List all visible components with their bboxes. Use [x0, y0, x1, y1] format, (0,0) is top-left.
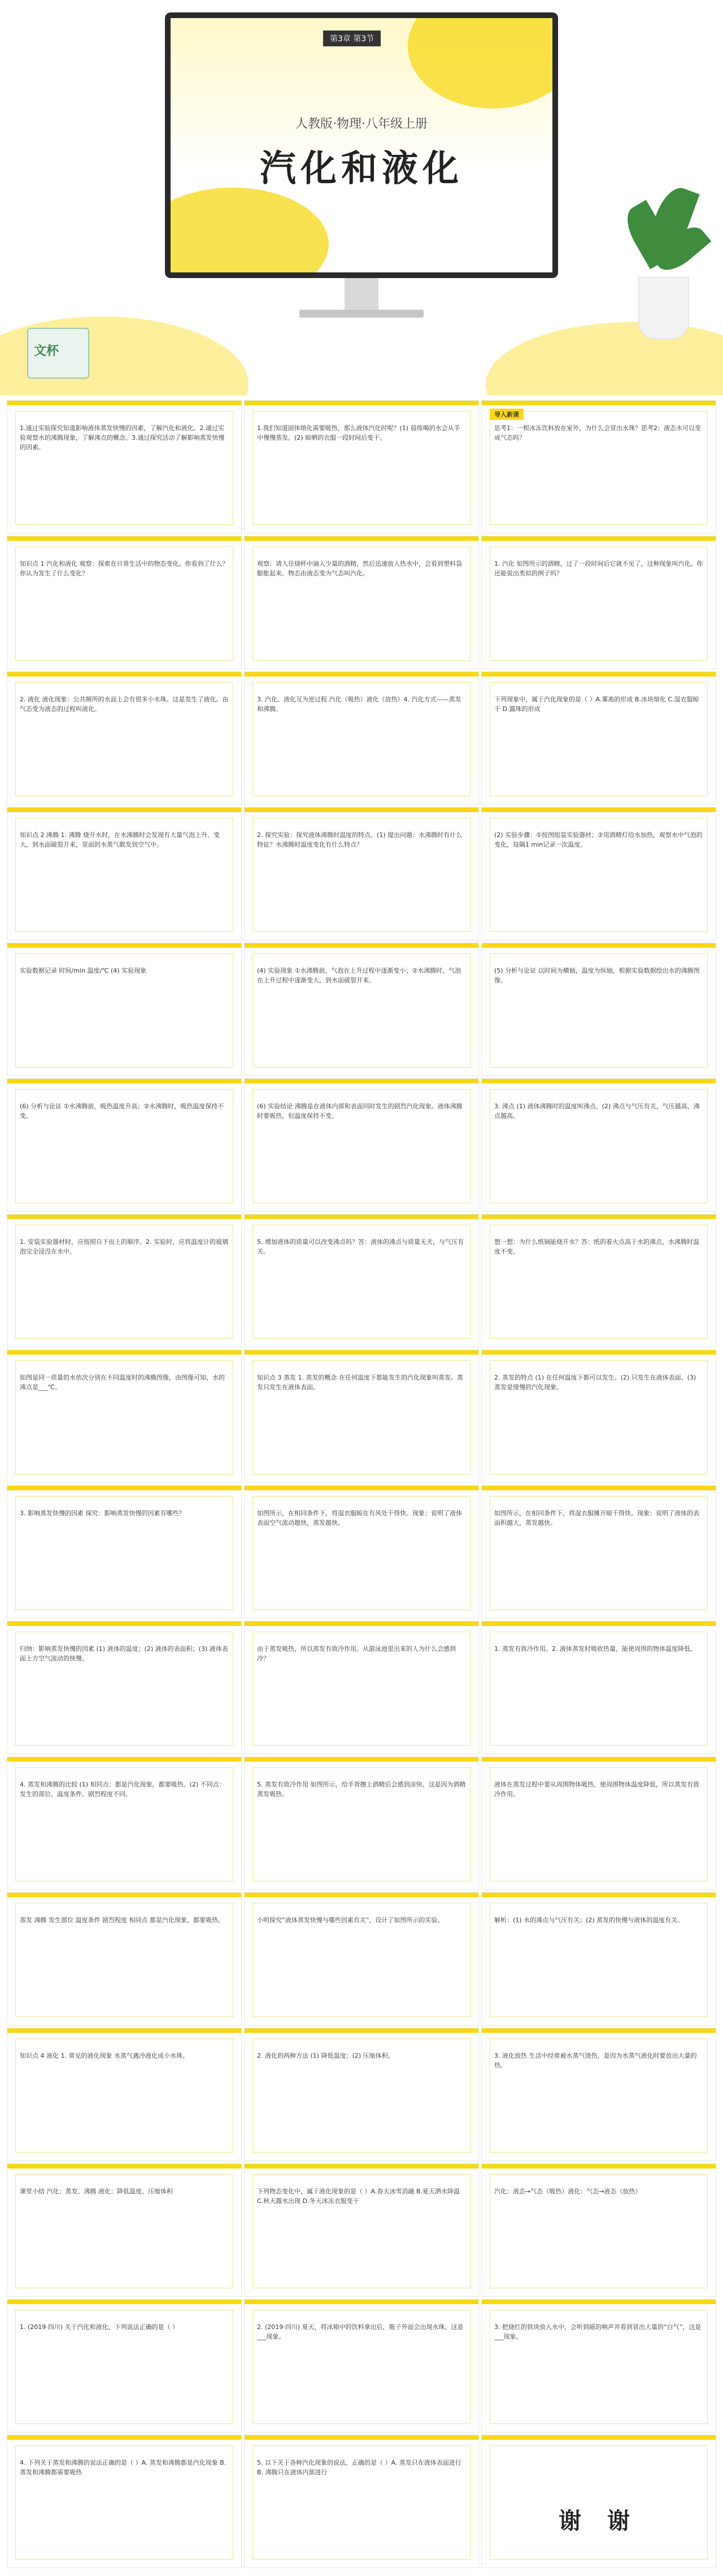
slide-topbar — [245, 1893, 478, 1897]
slide-thumbnail[interactable] — [244, 400, 479, 534]
slide-thumbnail[interactable] — [481, 671, 716, 805]
slide-text: 1. 汽化 如图所示的酒精，过了一段时间后它就不见了，这种现象叫汽化。你还能说出类似的例子吗？ — [494, 560, 703, 577]
slide-topbar — [482, 808, 716, 812]
slide-thumbnail[interactable] — [7, 536, 242, 669]
brand-logo: 文杯 — [34, 344, 59, 358]
slide-topbar — [7, 1893, 241, 1897]
slide-thumbnail[interactable] — [481, 1621, 716, 1754]
slide-thumbnail[interactable] — [7, 943, 242, 1076]
slide-thumbnail[interactable] — [244, 671, 479, 805]
slide-text: (5) 分析与论证 以时间为横轴，温度为纵轴，根据实验数据绘出水的沸腾图像。 — [494, 967, 700, 984]
decor-wave — [171, 188, 329, 272]
slide-thumbnail[interactable] — [7, 1621, 242, 1754]
slide-thumbnail[interactable] — [481, 2299, 716, 2432]
slide-topbar — [482, 401, 716, 405]
plant-decoration — [621, 164, 706, 345]
monitor-screen — [165, 12, 558, 278]
slide-thumbnail[interactable] — [481, 1892, 716, 2026]
slide-text: 3. 汽化、液化互为逆过程 汽化（吸热）液化（放热）4. 汽化方式——蒸发和沸腾。 — [257, 696, 461, 713]
slide-thumbnail[interactable] — [244, 943, 479, 1076]
slide-thumbnail[interactable] — [481, 807, 716, 940]
slide-text: 如图所示，在相同条件下，将湿衣服摊开晾干得快。现象：说明了液体的表面积越大，蒸发越快。 — [494, 1510, 699, 1526]
slide-text: (6) 实验结论 沸腾是在液体内部和表面同时发生的剧烈汽化现象。液体沸腾时要吸热，但温度保持不变。 — [257, 1103, 463, 1120]
slide-topbar — [482, 1757, 716, 1762]
slide-text: 知识点 1 汽化和液化 观察：探索在日常生活中的物态变化。你看到了什么？你认为发生了什么变化？ — [20, 560, 229, 577]
slide-topbar — [245, 1215, 478, 1219]
slide-thumbnail[interactable] — [7, 1892, 242, 2026]
slide-text: 1.我们知道固体熔化需要吸热，那么液体汽化时呢？(1) 晨练喝的水会从手中慢慢蒸发。(2) 晾晒的衣服一段时间后变干。 — [257, 424, 460, 441]
slide-text: 1. (2019·四川) 关于汽化和液化，下列说法正确的是（ ） — [20, 2323, 179, 2331]
slide-topbar — [7, 1350, 241, 1355]
slide-text: 3. 影响蒸发快慢的因素 探究：影响蒸发快慢的因素有哪些？ — [20, 1510, 185, 1517]
slide-text: 1.通过实验探究知道影响液体蒸发快慢的因素，了解汽化和液化。2.通过实验观察水的沸腾现象，了解沸点的概念。3.通过探究活动了解影响蒸发快慢的因素。 — [20, 424, 225, 451]
slide-thumbnail[interactable] — [244, 807, 479, 940]
cover-subtitle: 人教版·物理·八年级上册 — [295, 117, 428, 131]
slide-topbar — [245, 1621, 478, 1626]
slide-topbar — [482, 943, 716, 948]
slide-frame — [490, 2445, 708, 2560]
slide-thumbnail[interactable] — [481, 1214, 716, 1347]
slide-topbar — [245, 1757, 478, 1762]
slide-topbar — [245, 536, 478, 541]
slide-text: 5. 以下关于各种汽化现象的说法，正确的是（ ）A. 蒸发只在液体表面进行 B. 沸腾只在液体内部进行 — [257, 2459, 461, 2476]
slide-topbar — [482, 2435, 716, 2440]
slide-thumbnail[interactable] — [244, 1757, 479, 1890]
monitor — [165, 12, 558, 318]
slide-thumbnail[interactable] — [481, 1078, 716, 1212]
slide-text: (4) 实验现象 ①水沸腾前，气泡在上升过程中逐渐变小；②水沸腾时，气泡在上升过程中逐渐变大，到水面破裂开来。 — [257, 967, 461, 984]
slide-topbar — [482, 1621, 716, 1626]
slide-thumbnail[interactable] — [7, 1214, 242, 1347]
slide-badge: 导入新课 — [490, 409, 524, 420]
slide-topbar — [7, 2435, 241, 2440]
slide-thumbnail[interactable] — [244, 1078, 479, 1212]
slide-text: 3. 沸点 (1) 液体沸腾时的温度叫沸点。(2) 沸点与气压有关，气压越高，沸点越高。 — [494, 1103, 700, 1120]
slide-thumbnail[interactable] — [244, 1350, 479, 1483]
slide-topbar — [245, 808, 478, 812]
slide-text: 4. 下列关于蒸发和沸腾的说法正确的是（ ）A. 蒸发和沸腾都是汽化现象 B. 蒸发和沸腾都需要吸热 — [20, 2459, 227, 2476]
slide-thumbnail[interactable] — [244, 2299, 479, 2432]
slide-topbar — [245, 943, 478, 948]
slide-topbar — [482, 2300, 716, 2304]
slide-thumbnail[interactable] — [481, 400, 716, 534]
decor-wave — [408, 18, 552, 109]
slide-topbar — [7, 672, 241, 676]
slide-topbar — [482, 2028, 716, 2033]
slide-topbar — [7, 536, 241, 541]
slide-text: 思考1：一根冰冻饮料放在室外，为什么会冒出水珠？思考2：液态水可以变成气态吗？ — [494, 424, 701, 441]
slide-thumbnail[interactable] — [481, 1485, 716, 1619]
plant-pot — [638, 277, 689, 339]
slide-topbar — [482, 1215, 716, 1219]
slide-text: 归纳：影响蒸发快慢的因素 (1) 液体的温度；(2) 液体的表面积；(3) 液体表面上方空气流动的快慢。 — [20, 1645, 228, 1662]
thanks-text: 谢 谢 — [559, 2508, 639, 2534]
calendar-logo — [27, 328, 89, 379]
slide-thumbnail[interactable] — [7, 400, 242, 534]
slide-thumbnail[interactable] — [244, 1214, 479, 1347]
slide-text: 2. 蒸发的特点 (1) 在任何温度下都可以发生。(2) 只发生在液体表面。(3) 蒸发是缓慢的汽化现象。 — [494, 1374, 696, 1391]
slide-topbar — [245, 2300, 478, 2304]
slide-topbar — [7, 943, 241, 948]
slide-thumbnail[interactable] — [244, 1485, 479, 1619]
slide-topbar — [482, 1350, 716, 1355]
slide-topbar — [482, 1079, 716, 1083]
slide-thumbnail[interactable] — [7, 1350, 242, 1483]
slide-topbar — [245, 1350, 478, 1355]
slide-topbar — [245, 672, 478, 676]
slide-text: 2. 探究实验：探究液体沸腾时温度的特点。(1) 提出问题：水沸腾时有什么特征？水沸腾时温度变化有什么特点？ — [257, 831, 463, 848]
slide-thumbnail[interactable] — [7, 671, 242, 805]
slide-thumbnail[interactable] — [244, 1621, 479, 1754]
slide-thumbnail[interactable] — [7, 1078, 242, 1212]
slide-text: 想一想：为什么纸锅能烧开水？答：纸的着火点高于水的沸点，水沸腾时温度不变。 — [494, 1238, 699, 1255]
slide-topbar — [7, 1079, 241, 1083]
slide-text: 下列物态变化中，属于液化现象的是（ ）A.春天冰雪消融 B.夏天洒水降温 C.秋天露水出现 D.冬天冰冻衣服变干 — [257, 2188, 460, 2205]
slide-text: 下列现象中，属于汽化现象的是（ ）A.雾凇的形成 B.冰块熔化 C.湿衣服晾干 D.露珠的形成 — [494, 696, 699, 713]
slide-text: 如图是同一质量的水依次分别在不同温度时的沸腾图像，由图像可知，水的沸点是___℃。 — [20, 1374, 225, 1391]
chapter-tag: 第3章 第3节 — [323, 31, 381, 46]
slide-thumbnail[interactable] — [481, 2163, 716, 2297]
slide-thumbnail[interactable] — [7, 2299, 242, 2432]
slide-thumbnail[interactable] — [7, 2163, 242, 2297]
slide-topbar — [7, 1757, 241, 1762]
slide-topbar — [7, 1215, 241, 1219]
slide-text: 蒸发 沸腾 发生部位 温度条件 剧烈程度 相同点 都是汽化现象，都要吸热。 — [20, 1916, 224, 1924]
slide-text: 课堂小结 汽化：蒸发、沸腾 液化：降低温度、压缩体积 — [20, 2188, 173, 2195]
slide-topbar — [245, 2435, 478, 2440]
monitor-base — [299, 310, 424, 318]
slide-topbar — [7, 808, 241, 812]
slide-text: 观察：请人往烧杯中滴入少量的酒精，然后迅速放入热水中，会看到塑料袋膨胀起来。物态由液态变为气态叫汽化。 — [257, 560, 462, 577]
slide-thumbnail[interactable] — [481, 1757, 716, 1890]
slide-topbar — [245, 2028, 478, 2033]
slide-text: 液体在蒸发过程中要从周围物体吸热，使周围物体温度降低，所以蒸发有致冷作用。 — [494, 1781, 699, 1798]
slide-text: 知识点 4 液化 1. 常见的液化现象 水蒸气遇冷液化成小水珠。 — [20, 2052, 189, 2059]
slide-thumbnail[interactable] — [7, 2028, 242, 2161]
slide-topbar — [7, 1621, 241, 1626]
slide-text: 如图所示，在相同条件下，将湿衣服晾在有风处干得快。现象：说明了液体表面空气流动越快，蒸发越快。 — [257, 1510, 462, 1526]
slide-topbar — [482, 536, 716, 541]
slide-topbar — [482, 672, 716, 676]
slide-thumbnail[interactable] — [7, 1757, 242, 1890]
slide-topbar — [7, 401, 241, 405]
slide-topbar — [245, 401, 478, 405]
slide-thumbnail[interactable] — [481, 2028, 716, 2161]
slide-thumbnail[interactable] — [7, 807, 242, 940]
slide-topbar — [7, 2028, 241, 2033]
slide-thumbnail[interactable] — [481, 943, 716, 1076]
monitor-stand — [345, 278, 378, 310]
slide-thumbnail[interactable] — [244, 2435, 479, 2568]
slide-topbar — [245, 2164, 478, 2169]
slide-text: 4. 蒸发和沸腾的比较 (1) 相同点：都是汽化现象，都要吸热。(2) 不同点：发生的部位、温度条件、剧烈程度不同。 — [20, 1781, 225, 1798]
slide-thumbnail[interactable] — [7, 1485, 242, 1619]
cover-slide — [171, 18, 552, 272]
slide-text: 知识点 3 蒸发 1. 蒸发的概念 在任何温度下都能发生的汽化现象叫蒸发。蒸发只发生在液体表面。 — [257, 1374, 463, 1391]
slide-text: 3. 液化放热 生活中经常被水蒸气烫伤，是因为水蒸气液化时要放出大量的热。 — [494, 2052, 697, 2069]
cover — [0, 0, 723, 396]
slide-topbar — [7, 2164, 241, 2169]
slide-thumbnail[interactable] — [244, 536, 479, 669]
slide-thumbnail[interactable] — [481, 536, 716, 669]
slide-thumbnail[interactable] — [244, 2163, 479, 2297]
slide-thumbnail[interactable] — [7, 2435, 242, 2568]
slide-topbar — [7, 2300, 241, 2304]
slide-topbar — [7, 1486, 241, 1490]
slide-topbar — [482, 1893, 716, 1897]
cover-title: 汽化和液化 — [260, 148, 463, 190]
slide-text: 2. 液化 液化现象：公共厕所的水面上会有很多小水珠。这是发生了液化。由气态变为液态的过程叫液化。 — [20, 696, 229, 713]
slide-text: (6) 分析与论证 ①水沸腾前，吸热温度升高；②水沸腾时，吸热温度保持不变。 — [20, 1103, 224, 1120]
slide-text: 5. 增加液体的质量可以改变沸点吗？答：液体的沸点与质量无关，与气压有关。 — [257, 1238, 464, 1255]
slide-text: 解析：(1) 水的沸点与气压有关；(2) 蒸发的快慢与液体的温度有关。 — [494, 1916, 684, 1924]
slide-text: 3. 把烧红的铁块放入水中，会听到嗞的响声并看到冒出大量的“白气”，这是___现象。 — [494, 2323, 702, 2340]
slide-text: 1. 安装实验器材时，应按照自下而上的顺序。2. 实验时，应将温度计的玻璃泡完全浸没在水中。 — [20, 1238, 228, 1255]
slide-thumbnail[interactable] — [481, 2435, 716, 2568]
slide-topbar — [482, 2164, 716, 2169]
slide-text: 小明探究“液体蒸发快慢与哪些因素有关”，设计了如图所示的实验。 — [257, 1916, 444, 1924]
slide-text: 1. 蒸发有致冷作用。2. 液体蒸发时吸收热量，能使周围的物体温度降低。 — [494, 1645, 696, 1653]
slide-text: 2. (2019·四川) 夏天，将冰箱中的饮料拿出后，瓶子外面会出现水珠，这是___现象。 — [257, 2323, 464, 2340]
slide-thumbnail[interactable] — [244, 1892, 479, 2026]
slide-text: 2. 液化的两种方法 (1) 降低温度；(2) 压缩体积。 — [257, 2052, 394, 2059]
slide-thumbnail[interactable] — [481, 1350, 716, 1483]
slide-thumbnail[interactable] — [244, 2028, 479, 2161]
slide-topbar — [482, 1486, 716, 1490]
slide-text: 知识点 2 沸腾 1. 沸腾 烧开水时，在水沸腾时会发现有大量气泡上升、变大，到水面破裂开来，里面的水蒸气散发到空气中。 — [20, 831, 220, 848]
slide-topbar — [245, 1486, 478, 1490]
slide-text: (2) 实验步骤：①按图组装实验器材；②用酒精灯给水加热，观察水中气泡的变化，每隔1 min记录一次温度。 — [494, 831, 703, 848]
slide-text: 汽化：液态→气态（吸热）液化：气态→液态（放热） — [494, 2188, 642, 2195]
slide-topbar — [245, 1079, 478, 1083]
slide-text: 5. 蒸发有致冷作用 如图所示，给手背擦上酒精后会感到凉快。这是因为酒精蒸发吸热。 — [257, 1781, 466, 1798]
slide-text: 由于蒸发吸热，所以蒸发有致冷作用。从游泳池里出来的人为什么会感到冷？ — [257, 1645, 456, 1662]
slide-text: 实验数据记录 时间/min 温度/℃ (4) 实验现象 — [20, 967, 147, 974]
